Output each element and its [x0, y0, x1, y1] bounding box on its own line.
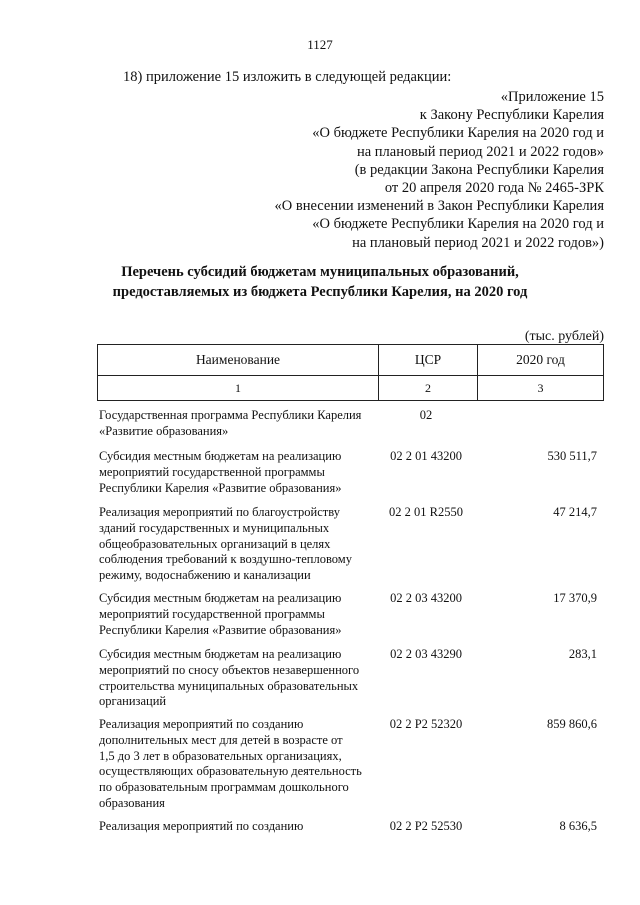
row-name-line: зданий государственных и муниципальных	[99, 520, 330, 535]
row-name-line: мероприятий государственной программы	[99, 606, 325, 621]
document-title	[0, 262, 640, 302]
row-name-line: 1,5 до 3 лет в образовательных организациях,	[99, 748, 342, 763]
row-name-line: соблюдения требований к воздушно-тепловому	[99, 552, 352, 567]
row-code: 02 2 01 R2550	[389, 505, 463, 519]
row-name-line: Субсидия местным бюджетам на реализацию	[99, 647, 342, 661]
row-code: 02 2 P2 52530	[389, 819, 463, 833]
header-code: ЦСР	[379, 345, 478, 375]
row-name	[99, 819, 375, 835]
row-name-line: Субсидия местным бюджетам на реализацию	[99, 591, 342, 605]
column-number: 2	[379, 376, 478, 400]
row-name-line: дополнительных мест для детей в возрасте от	[99, 732, 343, 747]
row-name-line: осуществляющих образовательную деятельность	[99, 764, 362, 779]
title-line: предоставляемых из бюджета Республики Карелия, на 2020 год	[112, 284, 528, 300]
appendix-line: «О бюджете Республики Карелия на 2020 год и	[312, 216, 604, 233]
row-name-line: Субсидия местным бюджетам на реализацию	[99, 449, 342, 463]
row-name-line: Реализация мероприятий по созданию	[99, 717, 304, 731]
row-name	[99, 591, 375, 638]
row-amount: 530 511,7	[547, 449, 597, 463]
row-name	[99, 505, 375, 584]
units-label: (тыс. рублей)	[524, 329, 604, 344]
column-number: 3	[537, 381, 544, 395]
appendix-line: «О бюджете Республики Карелия на 2020 год и	[312, 125, 604, 142]
intro-text: 18) приложение 15 изложить в следующей редакции:	[123, 69, 452, 85]
row-name-line: общеобразовательных организаций в целях	[99, 536, 331, 551]
row-name-line: мероприятий государственной программы	[99, 464, 325, 479]
appendix-line: «Приложение 15	[500, 89, 604, 105]
row-code: 02 2 03 43290	[390, 647, 462, 661]
title-line: Перечень субсидий бюджетам муниципальных образований,	[121, 264, 519, 280]
row-name-line: по образовательным программам дошкольного	[99, 780, 349, 795]
row-name-line: режиму, водоснабжению и канализации	[99, 568, 311, 583]
row-name	[99, 408, 375, 440]
table-header-row	[97, 344, 604, 376]
row-amount: 17 370,9	[553, 591, 597, 605]
page-number: 1127	[307, 37, 333, 52]
row-amount: 859 860,6	[547, 717, 597, 731]
row-code: 02 2 P2 52320	[389, 717, 463, 731]
row-code: 02 2 01 43200	[390, 449, 462, 463]
column-number: 1	[98, 376, 379, 400]
row-amount: 283,1	[568, 647, 597, 661]
appendix-line: от 20 апреля 2020 года № 2465-ЗРК	[384, 180, 604, 197]
appendix-line: к Закону Республики Карелия	[419, 107, 604, 124]
row-name-line: образования	[99, 795, 165, 810]
header-year: 2020 год	[516, 352, 565, 367]
row-name-line: «Развитие образования»	[99, 423, 229, 438]
row-amount: 8 636,5	[559, 819, 597, 833]
appendix-line: (в редакции Закона Республики Карелия	[354, 161, 604, 178]
appendix-line: «О внесении изменений в Закон Республики Карелия	[274, 198, 604, 215]
row-name-line: строительства муниципальных образовательных	[99, 678, 359, 693]
table-column-numbers-row	[97, 375, 604, 401]
row-name-line: Реализация мероприятий по благоустройству	[99, 505, 340, 519]
row-code: 02	[419, 408, 433, 422]
appendix-header	[124, 88, 604, 252]
header-name: Наименование	[98, 345, 379, 375]
row-amount: 47 214,7	[553, 505, 597, 519]
row-name-line: Республики Карелия «Развитие образования»	[99, 622, 342, 637]
row-name-line: мероприятий по сносу объектов незавершенного	[99, 662, 360, 677]
row-name	[99, 717, 375, 812]
appendix-line: на плановый период 2021 и 2022 годов»	[356, 143, 604, 160]
appendix-line: на плановый период 2021 и 2022 годов»)	[352, 234, 604, 251]
row-name	[99, 647, 375, 710]
row-name-line: Республики Карелия «Развитие образования»	[99, 480, 342, 495]
row-name-line: Государственная программа Республики Карелия	[99, 408, 362, 422]
row-name-line: Реализация мероприятий по созданию	[99, 819, 304, 833]
row-name	[99, 449, 375, 496]
row-name-line: организаций	[99, 694, 167, 709]
row-code: 02 2 03 43200	[390, 591, 462, 605]
